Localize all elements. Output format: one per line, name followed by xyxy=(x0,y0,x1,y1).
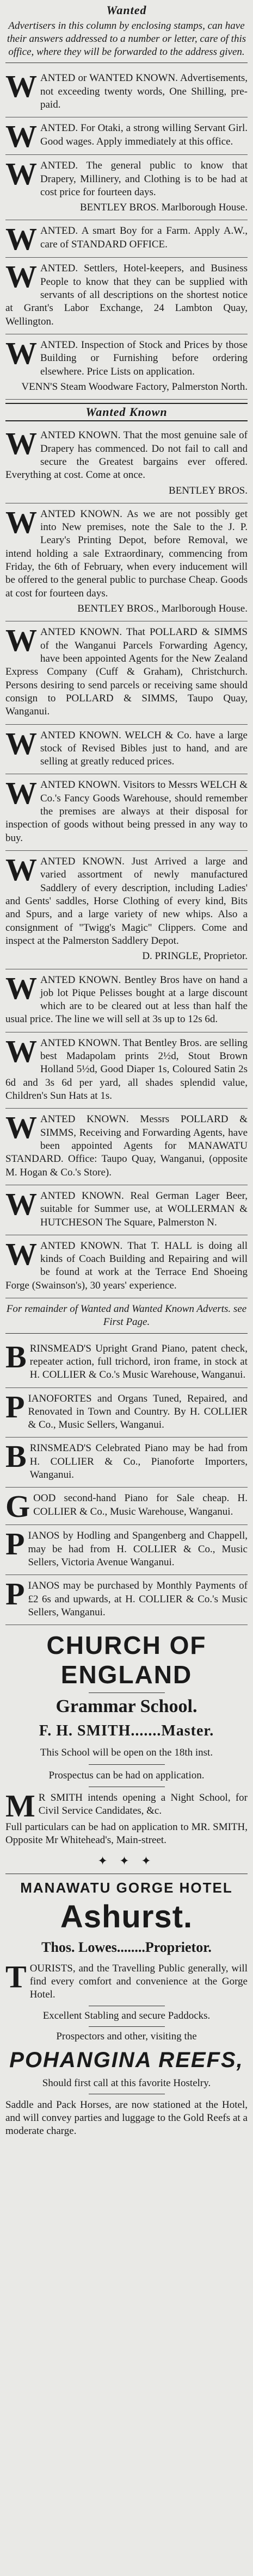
ad-paragraph xyxy=(5,970,248,1028)
wanted-known-ad xyxy=(5,1109,248,1185)
ad-text: RINSMEAD'S Upright Grand Piano, patent check, repeater action, full trichord, iron frame, in stock at H. COLLIER & Co.'s Music Warehouse, Wanganui. xyxy=(29,1342,248,1381)
ad-paragraph xyxy=(5,725,248,770)
prospectus-line: Prospectus can be had on application. xyxy=(48,1769,205,1781)
ad-text: ANTED KNOWN. Just Arrived a large and varied assortment of newly manufactured Saddlery of every description, including Ladies' and Gents' saddles, Horse Clothing of every kind, Bits and Spurs, and a large variety of new whips. Also a consignment of "Twigg's Magic" Clippers. Come and inspect at the Palmerston Saddlery Depot. xyxy=(5,856,248,947)
ad-text: ANTED KNOWN. That Bentley Bros. are selling best Madapolam prints 2½d, Stout Brown Holland 5½d, Good Diaper 1s, Coloured Satin 2s 6d and 3s 6d per yard, all shades splendid value, Children's Sun Hats at 1s. xyxy=(5,1037,248,1102)
school-open-line: This School will be open on the 18th inst. xyxy=(40,1747,213,1759)
wanted-known-ad xyxy=(5,1235,248,1298)
wanted-ad xyxy=(5,258,248,334)
wanted-known-ad xyxy=(5,503,248,622)
ad-text: ANTED. The general public to know that Drapery, Millinery, and Clothing is to be had at cost price for fourteen days. xyxy=(40,160,248,198)
divider xyxy=(5,1333,248,1334)
wanted-known-ad xyxy=(5,725,248,775)
wanted-known-ad xyxy=(5,1032,248,1109)
drop-cap: W xyxy=(5,504,37,540)
stabling-line: Excellent Stabling and secure Paddocks. xyxy=(42,2010,211,2022)
ad-paragraph xyxy=(5,1391,248,1433)
grammar-school-heading: Grammar School. xyxy=(55,1696,198,1717)
ad-paragraph xyxy=(5,625,248,719)
drop-cap: W xyxy=(5,852,37,887)
night-school-text: R SMITH intends opening a Night School, for Civil Service Candidates, &c. xyxy=(38,1791,248,1817)
wanted-ad xyxy=(5,67,248,117)
ad-text: ANTED KNOWN. Visitors to Messrs WELCH & Co.'s Fancy Goods Warehouse, should remember the premises are always at their disposal for inspection of goods without being pressed in any way to buy. xyxy=(5,779,248,844)
drop-cap: B xyxy=(5,1439,27,1474)
drop-cap: P xyxy=(5,1389,25,1424)
ad-paragraph xyxy=(5,504,248,601)
drop-cap: W xyxy=(5,426,37,462)
ad-paragraph xyxy=(5,1528,248,1570)
divider xyxy=(89,1764,165,1765)
drop-cap: M xyxy=(5,1788,35,1824)
drop-cap: W xyxy=(5,1110,37,1146)
drop-cap: W xyxy=(5,69,37,104)
ad-text: ANTED KNOWN. That POLLARD & SIMMS of the Wanganui Parcels Forwarding Agency, have been appointed Agents for the New Zealand Express Company (Cuff & Graham), Christchurch. Persons desiring to send parcels or receiving same should consign to POLLARD & SIMMS, Taupo Quay, Wanganui. xyxy=(5,626,248,718)
ad-text: ANTED KNOWN. As we are not possibly get into New premises, note the Sale to the J. P. Leary's Printing Depot, before Removal, we intend holding a sale Extraordinary, commencing from Friday, the 6th of February, when every inducement will be offered to the general public to purchase Cheap. Goods at cost for fourteen days. xyxy=(5,508,248,599)
wanted-ad xyxy=(5,220,248,258)
drop-cap: W xyxy=(5,623,37,658)
wanted-ads-list xyxy=(5,67,248,400)
music-ad xyxy=(5,1488,248,1525)
night-school-ad xyxy=(5,1788,248,1824)
ad-signature: D. PRINGLE, Proprietor. xyxy=(142,950,248,962)
ad-paragraph xyxy=(5,158,248,200)
tourists-ad xyxy=(5,1958,248,2003)
ad-signature: BENTLEY BROS. Marlborough House. xyxy=(79,202,248,214)
ad-text: ANTED. A smart Boy for a Farm. Apply A.W., care of STANDARD OFFICE. xyxy=(40,225,248,250)
church-heading: CHURCH OF ENGLAND xyxy=(46,1631,207,1689)
drop-cap: W xyxy=(5,221,37,257)
wanted-known-ad xyxy=(5,425,248,503)
ad-text: IANOS by Hodling and Spangenberg and Chappell, may be had from H. COLLIER & Co., Music Sellers, Victoria Avenue Wanganui. xyxy=(28,1530,248,1568)
ad-text: ANTED. For Otaki, a strong willing Servant Girl. Good wages. Apply immediately at this office. xyxy=(40,122,248,147)
ad-text: ANTED KNOWN. Messrs POLLARD & SIMMS, Receiving and Forwarding Agents, have been appointed Agents for MANAWATU STANDARD. Office: Taupo Quay, Wanganui, (opposite M. Hogan & Co.'s Store). xyxy=(5,1113,248,1178)
divider xyxy=(89,2026,165,2027)
tourists-text: OURISTS, and the Travelling Public generally, will find every comfort and convenience at the Gorge Hotel. xyxy=(29,1962,248,2001)
drop-cap: W xyxy=(5,775,37,811)
music-ad xyxy=(5,1388,248,1438)
section-title-wanted: Wanted xyxy=(106,3,147,17)
wanted-ad xyxy=(5,117,248,155)
hotel-name: Ashurst. xyxy=(60,1899,193,1934)
ad-text: RINSMEAD'S Celebrated Piano may be had from H. COLLIER & Co., Pianoforte Importers, Wanganui. xyxy=(29,1442,248,1481)
advertiser-notice: Advertisers in this column by enclosing stamps, can have their answers addressed to a number or letter, care of this office, where they will be forwarded to the address given. xyxy=(7,20,246,58)
favorite-hostelry-line: Should first call at this favorite Hostelry. xyxy=(42,2077,211,2089)
music-ad xyxy=(5,1338,248,1388)
drop-cap: W xyxy=(5,725,37,761)
particulars-line: Full particulars can be had on application to MR. SMITH, Opposite Mr Whitehead's, Main-street. xyxy=(5,1821,248,1846)
ad-paragraph xyxy=(5,1489,248,1525)
ad-paragraph xyxy=(5,854,248,949)
hotel-title: MANAWATU GORGE HOTEL xyxy=(20,1879,233,1896)
ad-signature: VENN'S Steam Woodware Factory, Palmerston North. xyxy=(21,381,248,393)
wanted-known-ad xyxy=(5,774,248,851)
ad-text: ANTED KNOWN. WELCH & Co. have a large stock of Revised Bibles just to hand, and are selling at greatly reduced prices. xyxy=(40,729,248,768)
drop-cap: W xyxy=(5,119,37,154)
ad-text: ANTED. Settlers, Hotel-keepers, and Business People to know that they can be supplied with servants of all descriptions on the shortest notice at Grant's Labor Exchange, 24 Lambton Quay, Wellington. xyxy=(5,263,248,327)
footer-note: For remainder of Wanted and Wanted Known Adverts. see First Page. xyxy=(6,1303,247,1328)
drop-cap: W xyxy=(5,1186,37,1222)
drop-cap: P xyxy=(5,1576,25,1612)
drop-cap: W xyxy=(5,1033,37,1069)
ad-paragraph xyxy=(5,119,248,154)
ad-text: ANTED KNOWN. That the most genuine sale of Drapery has commenced. Do not fail to call and secure the Greatest bargains ever offered. Everything at cost. Come at once. xyxy=(5,430,248,481)
drop-cap: B xyxy=(5,1339,27,1374)
music-ad xyxy=(5,1525,248,1575)
ad-paragraph xyxy=(5,1186,248,1230)
section-title-wanted-known: Wanted Known xyxy=(5,403,248,421)
wanted-known-ads-list xyxy=(5,425,248,1298)
drop-cap: W xyxy=(5,335,37,371)
ad-paragraph xyxy=(5,335,248,379)
ad-text: IANOS may be purchased by Monthly Payments of £2 6s and upwards, at H. COLLIER & Co.'s Music Sellers, Wanganui. xyxy=(28,1580,248,1618)
music-ad xyxy=(5,1575,248,1625)
music-ads-list xyxy=(5,1338,248,1626)
ad-text: OOD second-hand Piano for Sale cheap. H. COLLIER & Co., Music Warehouse, Wanganui. xyxy=(33,1492,248,1517)
hotel-proprietor: Thos. Lowes........Proprietor. xyxy=(41,1939,212,1955)
music-ad xyxy=(5,1438,248,1488)
ad-paragraph xyxy=(5,221,248,257)
wanted-ad xyxy=(5,155,248,220)
pohangina-reefs-heading: POHANGINA REEFS, xyxy=(9,2048,244,2072)
ad-paragraph xyxy=(5,261,248,329)
ad-paragraph xyxy=(5,1033,248,1104)
saddle-horses-line: Saddle and Pack Horses, are now stationed at the Hotel, and will convey parties and luggage to the Gold Reefs at a moderate charge. xyxy=(5,2099,248,2137)
ad-text: IANOFORTES and Organs Tuned, Repaired, and Renovated in Town and Country. By H. COLLIER & Co., Music Sellers, Wanganui. xyxy=(28,1392,248,1431)
drop-cap: T xyxy=(5,1958,27,1994)
ad-paragraph xyxy=(5,1341,248,1383)
ad-paragraph xyxy=(5,71,248,113)
drop-cap: G xyxy=(5,1489,30,1525)
wanted-known-ad xyxy=(5,851,248,969)
ad-text: ANTED KNOWN. That T. HALL is doing all kinds of Coach Building and Repairing and will be found at work at the Terrace End Shoeing Forge (Swainson's), 30 years' experience. xyxy=(5,1240,248,1291)
ad-signature: BENTLEY BROS., Marlborough House. xyxy=(77,603,248,614)
wanted-known-ad xyxy=(5,621,248,724)
ad-paragraph xyxy=(5,777,248,846)
ad-paragraph xyxy=(5,1441,248,1483)
drop-cap: W xyxy=(5,1236,37,1272)
drop-cap: P xyxy=(5,1526,25,1562)
prospectors-line: Prospectors and other, visiting the xyxy=(56,2031,197,2043)
ornament-divider: ✦ ✦ ✦ xyxy=(97,1853,156,1868)
ad-paragraph xyxy=(5,1112,248,1180)
ad-paragraph xyxy=(5,428,248,483)
ad-text: ANTED. Inspection of Stock and Prices by those Building or Furnishing before ordering elsewhere. Price Lists on application. xyxy=(40,339,248,377)
wanted-ad xyxy=(5,334,248,400)
ad-text: ANTED or WANTED KNOWN. Advertisements, not exceeding twenty words, One Shilling, pre-paid. xyxy=(40,72,248,110)
master-line: F. H. SMITH.......Master. xyxy=(39,1722,214,1740)
ad-text: ANTED KNOWN. Bentley Bros have on hand a job lot Pique Pelisses bought at a large discount which are to be cleared out at less than half the usual price. The line we will sell at 3s up to 12s 6d. xyxy=(5,974,248,1025)
ad-paragraph xyxy=(5,1236,248,1293)
drop-cap: W xyxy=(5,259,37,295)
ad-text: ANTED KNOWN. Real German Lager Beer, suitable for Summer use, at WOLLERMAN & HUTCHESON The Square, Palmerston N. xyxy=(40,1190,248,1228)
wanted-known-ad xyxy=(5,1185,248,1235)
ad-signature: BENTLEY BROS. xyxy=(169,484,248,496)
drop-cap: W xyxy=(5,156,37,192)
drop-cap: W xyxy=(5,970,37,1006)
ad-paragraph xyxy=(5,1578,248,1620)
wanted-known-ad xyxy=(5,969,248,1032)
